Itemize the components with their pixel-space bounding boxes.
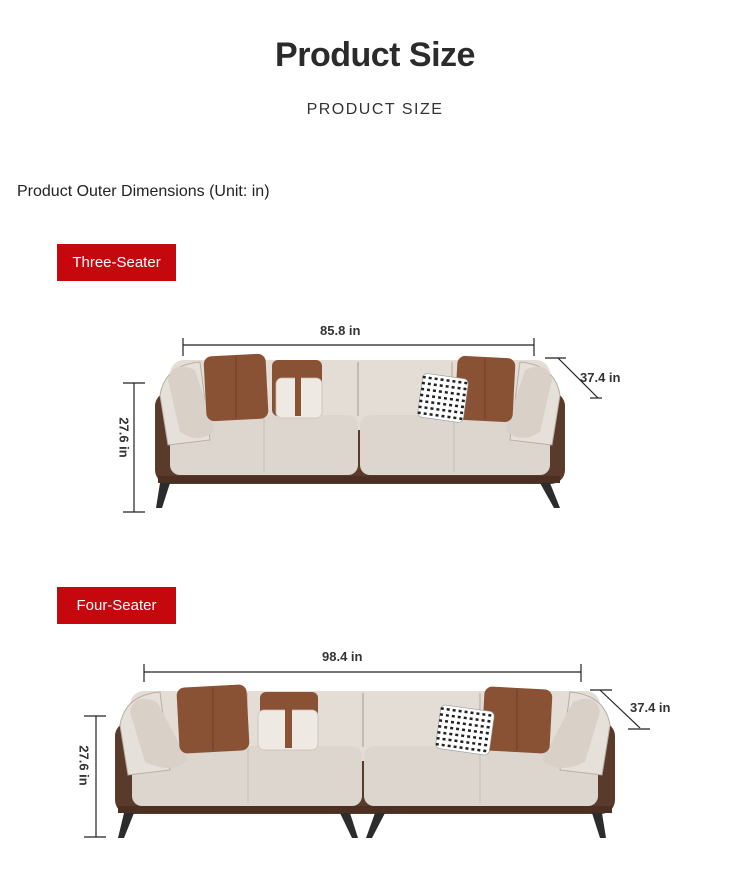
four-seater-sofa bbox=[115, 684, 615, 838]
page-subtitle: PRODUCT SIZE bbox=[306, 101, 444, 118]
three-seater-badge: Three-Seater bbox=[57, 244, 176, 281]
four-seater-depth: 37.4 in bbox=[630, 700, 671, 715]
page-title: Product Size bbox=[275, 36, 475, 74]
four-seater-height: 27.6 in bbox=[76, 745, 92, 786]
dimensions-note: Product Outer Dimensions (Unit: in) bbox=[17, 183, 270, 200]
four-seater-width-line bbox=[144, 664, 581, 682]
three-seater-height: 27.6 in bbox=[116, 417, 132, 458]
four-seater-width: 98.4 in bbox=[322, 649, 363, 664]
three-seater-depth: 37.4 in bbox=[580, 370, 621, 385]
three-seater-width: 85.8 in bbox=[320, 323, 361, 338]
four-seater-badge: Four-Seater bbox=[57, 587, 176, 624]
